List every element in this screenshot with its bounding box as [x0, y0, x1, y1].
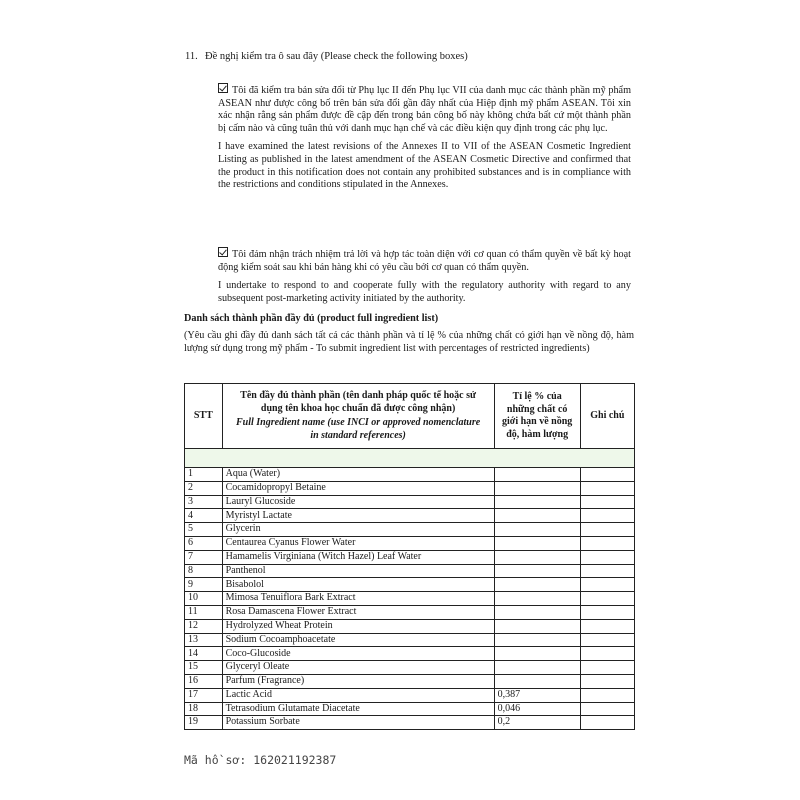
row-percent	[494, 481, 580, 495]
table-row	[185, 716, 635, 730]
table-row	[185, 688, 635, 702]
row-stt: 11	[185, 605, 223, 619]
row-ingredient-name: Coco-Glucoside	[222, 647, 494, 661]
row-percent	[494, 619, 580, 633]
row-percent	[494, 661, 580, 675]
row-stt: 5	[185, 523, 223, 537]
row-note	[580, 536, 634, 550]
row-ingredient-name: Aqua (Water)	[222, 468, 494, 482]
row-note	[580, 509, 634, 523]
table-row	[185, 495, 635, 509]
table-row	[185, 468, 635, 482]
declaration-1-en: I have examined the latest revisions of the Annexes II to VII of the ASEAN Cosmetic Ingredient Listing as published in the latest amendment of the ASEAN Cosmetic Directive and confirmed that the product in this notification does not contain any prohibited substances and is in compliance with the restrictions and conditions stipulated in the Annexes.	[218, 141, 631, 191]
table-header-row	[185, 384, 635, 449]
table-row	[185, 523, 635, 537]
row-ingredient-name: Centaurea Cyanus Flower Water	[222, 536, 494, 550]
row-note	[580, 564, 634, 578]
row-stt: 1	[185, 468, 223, 482]
declaration-2-vi: Tôi đảm nhận trách nhiệm trả lời và hợp tác toàn diện với cơ quan có thẩm quyền về bất kỳ hoạt động kiểm soát sau khi bán hàng khi có yêu cầu bởi cơ quan có thẩm quyền.	[218, 249, 631, 273]
row-stt: 12	[185, 619, 223, 633]
row-note	[580, 550, 634, 564]
ingredient-table	[184, 383, 635, 730]
row-percent	[494, 592, 580, 606]
row-ingredient-name: Potassium Sorbate	[222, 716, 494, 730]
row-percent: 0,2	[494, 716, 580, 730]
table-row	[185, 619, 635, 633]
declaration-2	[218, 247, 631, 305]
row-percent: 0,046	[494, 702, 580, 716]
table-band-row	[185, 449, 635, 468]
row-ingredient-name: Bisabolol	[222, 578, 494, 592]
row-ingredient-name: Parfum (Fragrance)	[222, 674, 494, 688]
table-row	[185, 509, 635, 523]
row-stt: 2	[185, 481, 223, 495]
header-note: Ghi chú	[580, 384, 634, 449]
row-note	[580, 495, 634, 509]
header-name-vi: Tên đầy đủ thành phần (tên danh pháp quốc tế hoặc sử dụng tên khoa học chuẩn đã được công nhận)	[240, 390, 477, 414]
row-ingredient-name: Myristyl Lactate	[222, 509, 494, 523]
table-row	[185, 481, 635, 495]
row-note	[580, 592, 634, 606]
table-row	[185, 674, 635, 688]
table-row	[185, 605, 635, 619]
header-name	[222, 384, 494, 449]
row-ingredient-name: Lactic Acid	[222, 688, 494, 702]
row-percent	[494, 564, 580, 578]
row-percent	[494, 550, 580, 564]
row-note	[580, 468, 634, 482]
row-note	[580, 674, 634, 688]
row-note	[580, 605, 634, 619]
row-ingredient-name: Panthenol	[222, 564, 494, 578]
row-percent	[494, 509, 580, 523]
row-stt: 18	[185, 702, 223, 716]
row-note	[580, 702, 634, 716]
row-percent	[494, 674, 580, 688]
row-note	[580, 716, 634, 730]
section-heading	[185, 51, 468, 64]
section-title: Đề nghị kiểm tra ô sau đây (Please check the following boxes)	[205, 51, 468, 62]
table-row	[185, 661, 635, 675]
checked-checkbox-icon[interactable]	[218, 83, 228, 93]
row-note	[580, 578, 634, 592]
row-note	[580, 481, 634, 495]
row-stt: 17	[185, 688, 223, 702]
row-stt: 10	[185, 592, 223, 606]
row-percent	[494, 633, 580, 647]
dossier-number: Mã hồ sơ: 162021192387	[184, 753, 337, 767]
table-row	[185, 578, 635, 592]
row-stt: 15	[185, 661, 223, 675]
declaration-2-en: I undertake to respond to and cooperate fully with the regulatory authority with regard to any subsequent post-marketing activity initiated by the authority.	[218, 280, 631, 304]
row-stt: 8	[185, 564, 223, 578]
table-row	[185, 550, 635, 564]
row-ingredient-name: Hamamelis Virginiana (Witch Hazel) Leaf Water	[222, 550, 494, 564]
row-percent	[494, 536, 580, 550]
row-stt: 9	[185, 578, 223, 592]
table-row	[185, 633, 635, 647]
row-stt: 16	[185, 674, 223, 688]
row-ingredient-name: Sodium Cocoamphoacetate	[222, 633, 494, 647]
ingredient-list-note: (Yêu cầu ghi đầy đủ danh sách tất cả các thành phần và tỉ lệ % của những chất có giới hạn về nồng độ, hàm lượng sử dụng trong mỹ phẩm - To submit ingredient list with percentages of restricted ingredients)	[184, 330, 634, 354]
row-ingredient-name: Cocamidopropyl Betaine	[222, 481, 494, 495]
row-stt: 13	[185, 633, 223, 647]
row-ingredient-name: Tetrasodium Glutamate Diacetate	[222, 702, 494, 716]
section-number: 11.	[185, 51, 198, 62]
row-percent	[494, 468, 580, 482]
row-note	[580, 647, 634, 661]
row-percent	[494, 523, 580, 537]
row-stt: 7	[185, 550, 223, 564]
row-note	[580, 661, 634, 675]
row-stt: 3	[185, 495, 223, 509]
row-note	[580, 688, 634, 702]
row-ingredient-name: Glyceryl Oleate	[222, 661, 494, 675]
checked-checkbox-icon[interactable]	[218, 247, 228, 257]
row-stt: 6	[185, 536, 223, 550]
row-ingredient-name: Hydrolyzed Wheat Protein	[222, 619, 494, 633]
header-stt: STT	[185, 384, 223, 449]
row-stt: 14	[185, 647, 223, 661]
table-row	[185, 564, 635, 578]
row-note	[580, 619, 634, 633]
table-row	[185, 536, 635, 550]
row-ingredient-name: Mimosa Tenuiflora Bark Extract	[222, 592, 494, 606]
row-percent	[494, 578, 580, 592]
row-ingredient-name: Glycerin	[222, 523, 494, 537]
row-ingredient-name: Lauryl Glucoside	[222, 495, 494, 509]
row-stt: 19	[185, 716, 223, 730]
row-ingredient-name: Rosa Damascena Flower Extract	[222, 605, 494, 619]
ingredient-list-title: Danh sách thành phần đầy đủ (product full ingredient list)	[184, 313, 439, 324]
table-row	[185, 702, 635, 716]
row-percent	[494, 605, 580, 619]
declaration-1	[218, 83, 631, 192]
header-name-en: Full Ingredient name (use INCI or approved nomenclature in standard references)	[236, 417, 481, 441]
header-percent: Tỉ lệ % của những chất có giới hạn về nồng độ, hàm lượng	[494, 384, 580, 449]
row-percent: 0,387	[494, 688, 580, 702]
table-row	[185, 647, 635, 661]
row-note	[580, 523, 634, 537]
row-percent	[494, 647, 580, 661]
table-row	[185, 592, 635, 606]
declaration-1-vi: Tôi đã kiểm tra bản sửa đổi từ Phụ lục II đến Phụ lục VII của danh mục các thành phần mỹ phẩm ASEAN như được công bố trên bản sửa đổi gần đây nhất của Hiệp định mỹ phẩm ASEAN. Tôi xin xác nhận rằng sản phẩm được đề cập đến trong bản công bố này không chứa bất cứ một thành phần bị cấm nào và cũng tuân thủ với danh mục hạn chế và các điều kiện quy định trong các phụ lục.	[218, 85, 631, 134]
row-stt: 4	[185, 509, 223, 523]
row-percent	[494, 495, 580, 509]
row-note	[580, 633, 634, 647]
